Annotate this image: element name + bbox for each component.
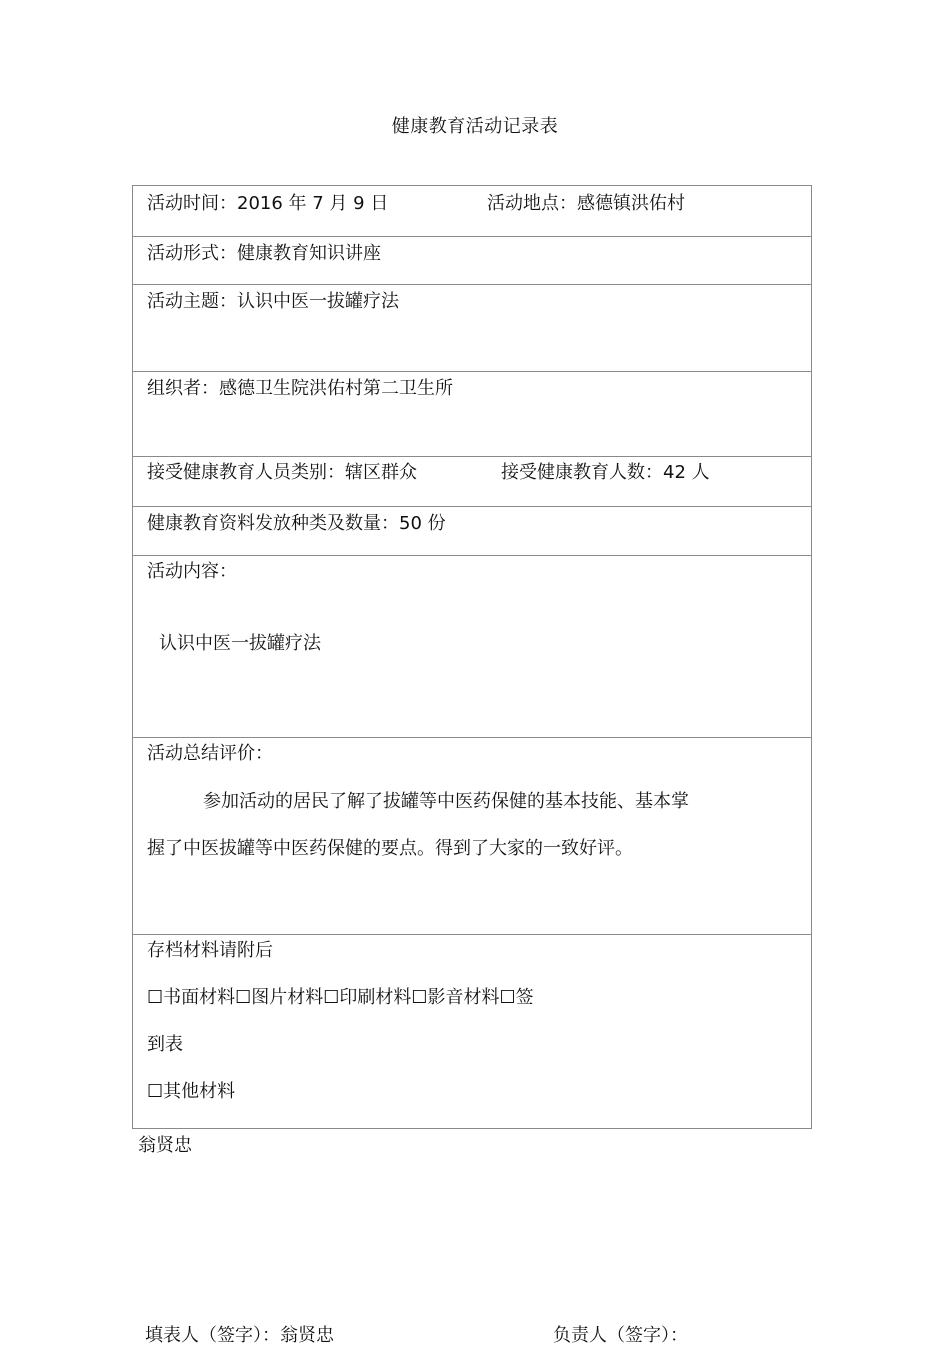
row-time-place <box>133 186 811 236</box>
organizer: 组织者：感德卫生院洪佑村第二卫生所 <box>147 378 453 399</box>
materials-distributed: 健康教育资料发放种类及数量：50 份 <box>147 513 446 534</box>
document-title: 健康教育活动记录表 <box>391 116 559 137</box>
row-archive <box>133 934 811 1128</box>
archive-label: 存档材料请附后 <box>147 940 273 961</box>
record-table <box>132 185 812 1129</box>
audience-count: 接受健康教育人数：42 人 <box>501 462 710 483</box>
summary-line-1: 参加活动的居民了解了拔罐等中医药保健的基本技能、基本掌 <box>203 791 689 812</box>
row-form <box>133 236 811 284</box>
content-label: 活动内容： <box>147 561 237 582</box>
row-organizer <box>133 371 811 456</box>
audience-type: 接受健康教育人员类别：辖区群众 <box>147 462 417 483</box>
activity-form: 活动形式：健康教育知识讲座 <box>147 243 381 264</box>
row-content <box>133 555 811 737</box>
content-text: 认识中医一拔罐疗法 <box>159 633 321 654</box>
activity-time: 活动时间：2016 年 7 月 9 日 <box>147 193 389 214</box>
archive-checklist-line-1: ☐书面材料☐图片材料☐印刷材料☐影音材料☐签 <box>147 987 534 1008</box>
row-materials <box>133 506 811 555</box>
activity-theme: 活动主题：认识中医一拔罐疗法 <box>147 291 399 312</box>
name-below-table: 翁贤忠 <box>138 1135 192 1156</box>
row-audience <box>133 456 811 506</box>
filler-signature: 填表人（签字）：翁贤忠 <box>145 1325 334 1346</box>
row-summary <box>133 737 811 934</box>
summary-label: 活动总结评价： <box>147 743 273 764</box>
archive-checklist-line-3: ☐其他材料 <box>147 1081 236 1102</box>
activity-place: 活动地点：感德镇洪佑村 <box>487 193 685 214</box>
summary-line-2: 握了中医拔罐等中医药保健的要点。得到了大家的一致好评。 <box>147 838 633 859</box>
row-theme <box>133 284 811 371</box>
responsible-signature: 负责人（签字）： <box>553 1325 688 1346</box>
archive-checklist-line-2: 到表 <box>147 1034 183 1055</box>
